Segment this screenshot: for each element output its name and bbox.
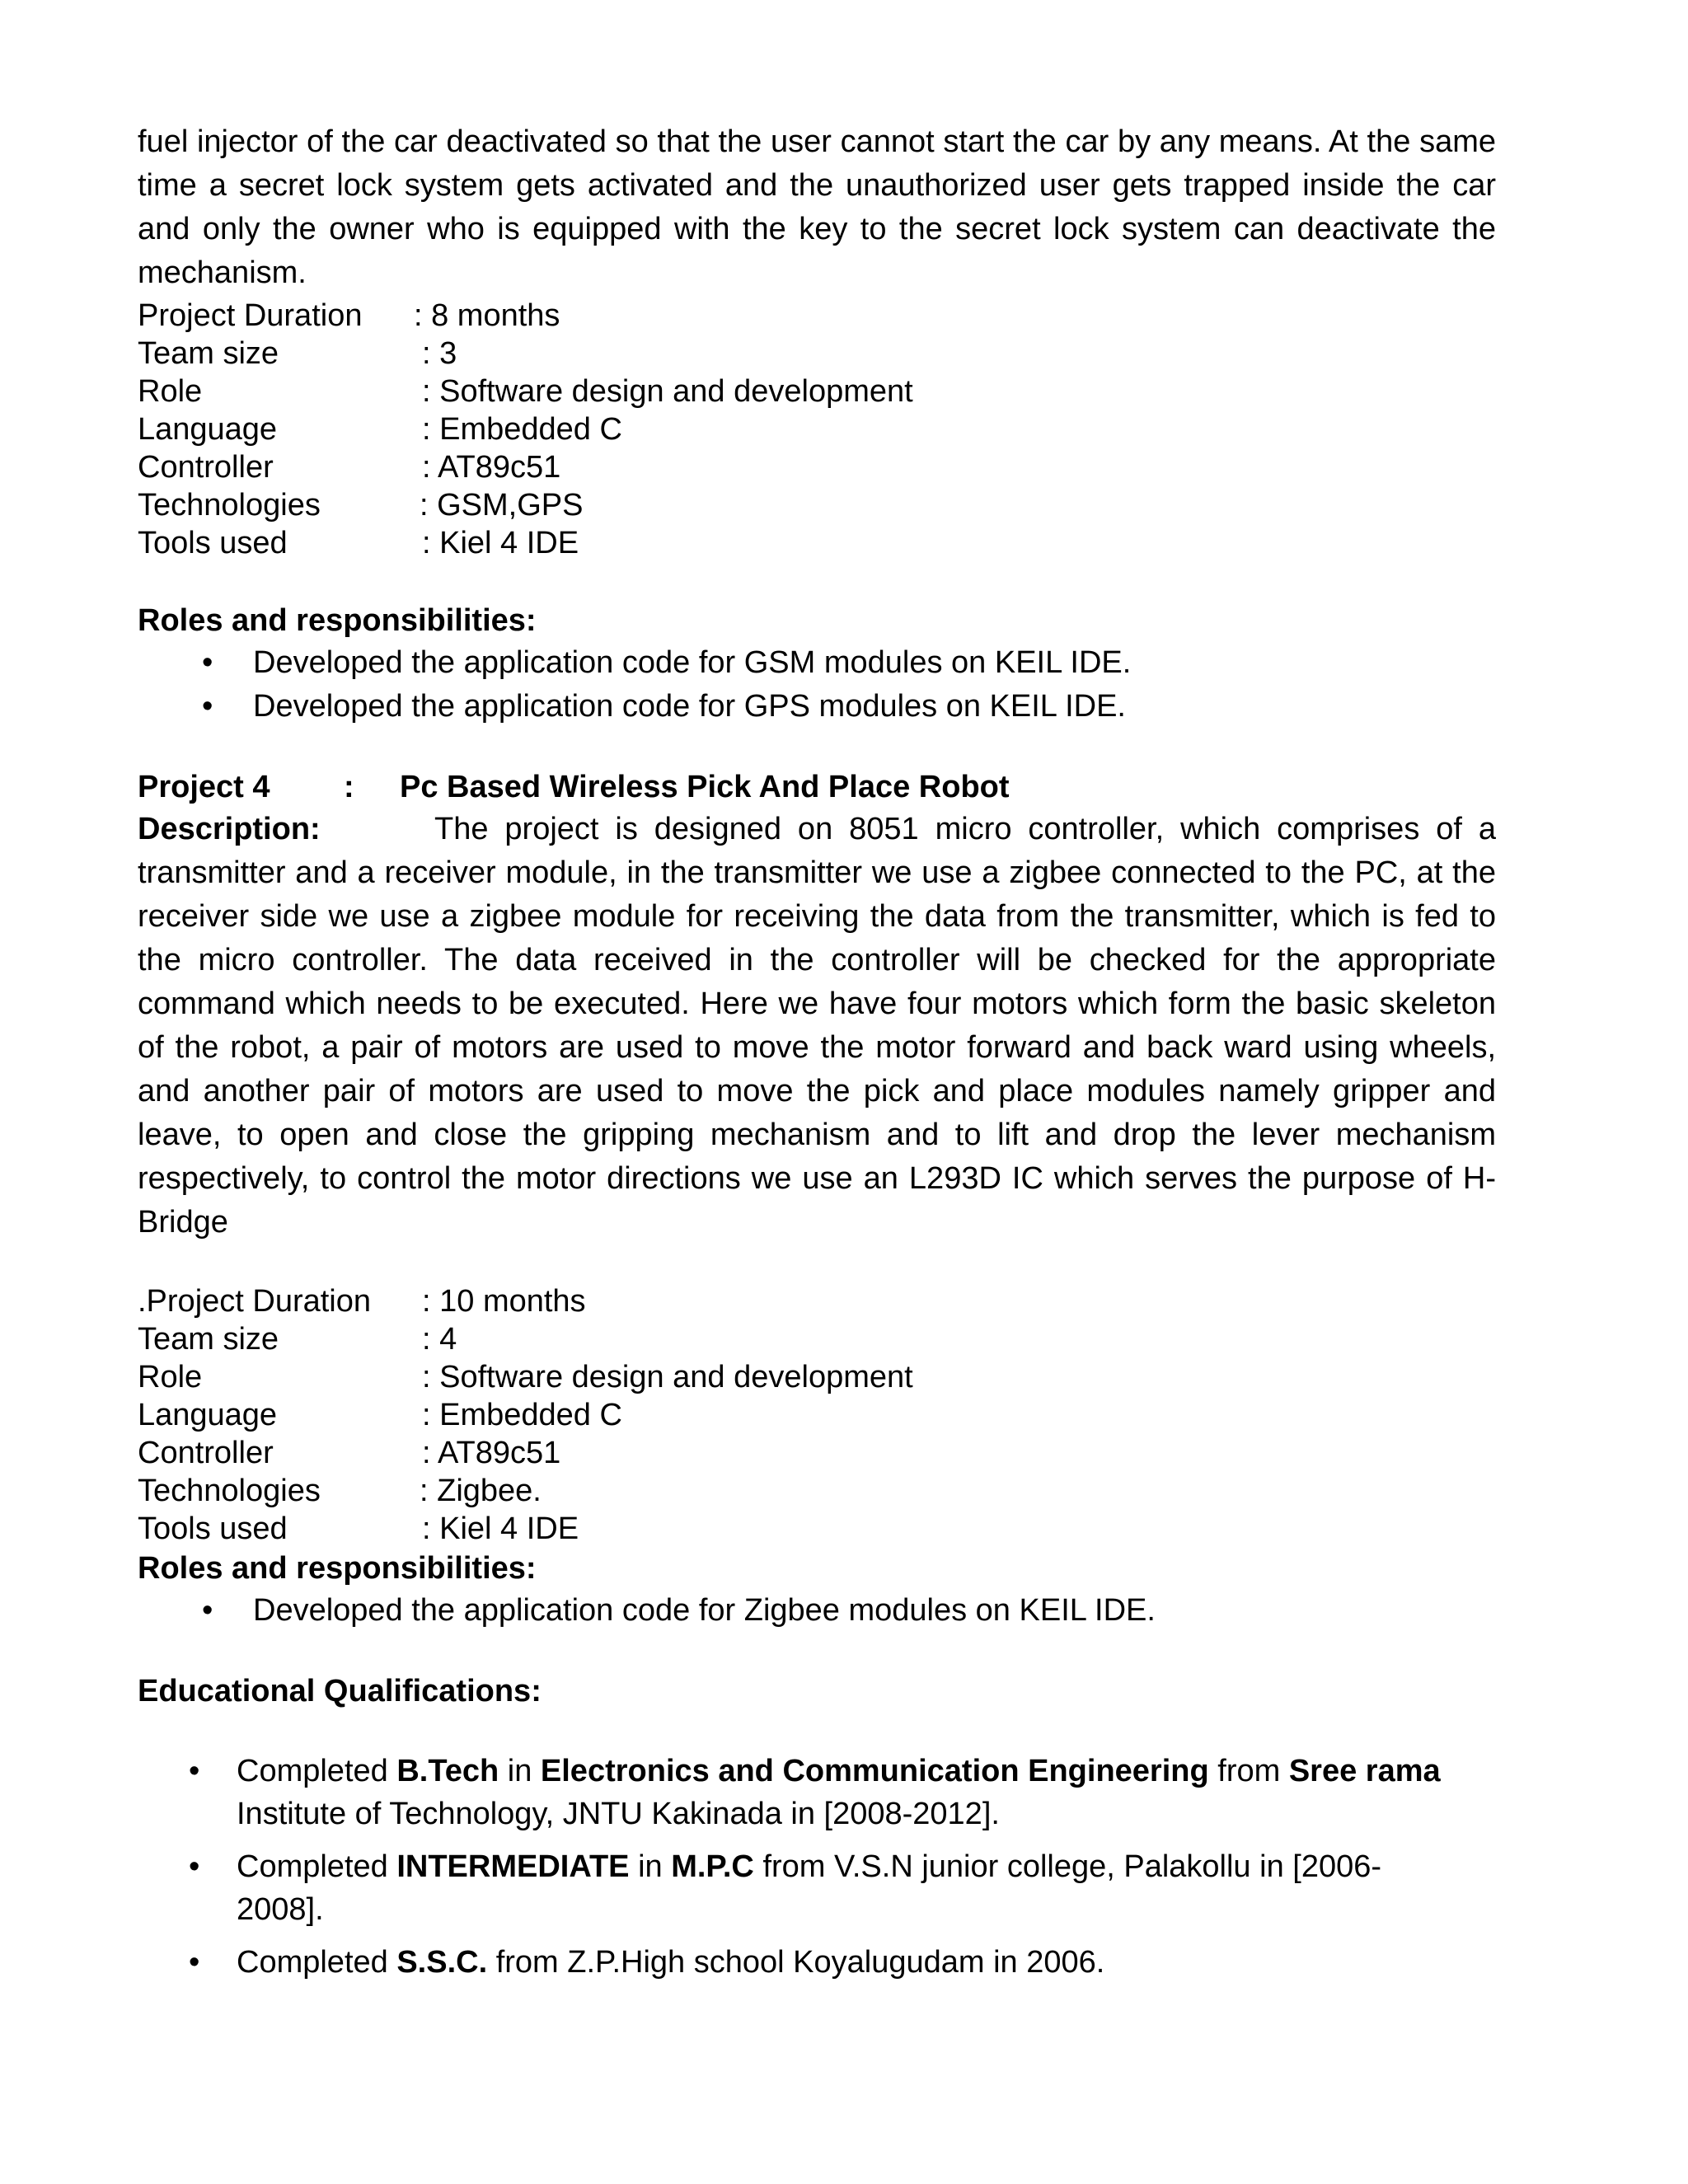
detail-value: : Embedded C <box>422 412 622 447</box>
bullet-icon: • <box>189 1754 200 1788</box>
detail-row <box>138 1510 1496 1548</box>
project-label: Project 4 <box>138 770 270 804</box>
role-text: Developed the application code for Zigbee modules on KEIL IDE. <box>253 1593 1156 1628</box>
edu-text: from Z.P.High school Koyalugudam in 2006. <box>487 1945 1105 1980</box>
detail-value: : 4 <box>422 1322 457 1357</box>
bullet-icon: • <box>202 1593 213 1628</box>
edu-branch: M.P.C <box>671 1849 754 1884</box>
edu-degree: S.S.C. <box>396 1945 488 1980</box>
detail-key: Technologies <box>138 1474 321 1508</box>
detail-key: Language <box>138 1398 278 1432</box>
detail-row <box>138 297 1496 335</box>
list-item <box>138 685 1496 729</box>
list-item <box>138 1845 1496 1931</box>
detail-row <box>138 335 1496 373</box>
detail-value: : Zigbee. <box>420 1474 542 1508</box>
roles-heading: Roles and responsibilities: <box>138 603 537 638</box>
detail-row <box>138 486 1496 524</box>
project3-roles-list <box>138 641 1496 729</box>
project-title: Pc Based Wireless Pick And Place Robot <box>400 770 1010 804</box>
detail-value: : 10 months <box>422 1284 586 1319</box>
edu-text: from V.S.N junior college, Palakollu in [2006-2008]. <box>237 1849 1382 1927</box>
edu-text: from <box>1208 1754 1289 1788</box>
detail-value: : Embedded C <box>422 1398 622 1432</box>
detail-row <box>138 1320 1496 1358</box>
list-item <box>138 1589 1496 1633</box>
detail-row <box>138 524 1496 562</box>
detail-row <box>138 1396 1496 1434</box>
bullet-icon: • <box>189 1945 200 1980</box>
detail-key: Role <box>138 1360 203 1394</box>
detail-key: Tools used <box>138 1511 288 1546</box>
education-list <box>138 1750 1496 1984</box>
bullet-icon: • <box>189 1849 200 1884</box>
detail-key: Controller <box>138 450 274 485</box>
resume-page <box>138 120 1496 1994</box>
bullet-icon: • <box>202 645 213 680</box>
detail-value: : 3 <box>422 336 457 371</box>
project-colon: : <box>344 770 354 804</box>
detail-value: : Software design and development <box>422 374 913 409</box>
detail-key: Tools used <box>138 526 288 560</box>
detail-row <box>138 1472 1496 1510</box>
edu-text: Completed <box>237 1754 397 1788</box>
description-text: The project is designed on 8051 micro controller, which comprises of a transmitter and a receiver module, in the transmitter we use a zigbee connected to the PC, at the receiver side we use a zigbee module for receiving the data from the transmitter, which is fed to the micro controller. The data received in the controller will be checked for the appropriate command which needs to be executed. Here we have four motors which form the basic skeleton of the robot, a pair of motors are used to move the motor forward and back ward using wheels, and another pair of motors are used to move the pick and place modules namely gripper and leave, to open and close the gripping mechanism and to lift and drop the lever mechanism respectively, to control the motor directions we use an L293D IC which serves the purpose of H-Bridge <box>138 812 1496 1240</box>
project4-details <box>138 1282 1496 1548</box>
list-item <box>138 1750 1496 1835</box>
edu-degree: B.Tech <box>396 1754 499 1788</box>
detail-key: Language <box>138 412 278 447</box>
detail-key: Team size <box>138 336 279 371</box>
detail-key: Project Duration <box>138 298 363 333</box>
role-text: Developed the application code for GSM modules on KEIL IDE. <box>253 645 1132 680</box>
detail-key: Role <box>138 374 203 409</box>
detail-value: : AT89c51 <box>422 1436 561 1470</box>
detail-row <box>138 410 1496 448</box>
description-label: Description: <box>138 812 321 846</box>
detail-key: Technologies <box>138 488 321 523</box>
list-item <box>138 1941 1496 1984</box>
detail-key: .Project Duration <box>138 1284 372 1319</box>
edu-text: Completed <box>237 1945 397 1980</box>
intro-paragraph: fuel injector of the car deactivated so that the user cannot start the car by any means. At the same time a secret lock system gets activated and the unauthorized user gets trapped inside the car and only the owner who is equipped with the key to the secret lock system can deactivate the mechanism. <box>138 124 1496 290</box>
detail-value: : Kiel 4 IDE <box>422 526 579 560</box>
project3-details <box>138 297 1496 562</box>
detail-row <box>138 373 1496 410</box>
detail-key: Team size <box>138 1322 279 1357</box>
detail-row <box>138 1358 1496 1396</box>
role-text: Developed the application code for GPS modules on KEIL IDE. <box>253 689 1126 724</box>
list-item <box>138 641 1496 685</box>
edu-branch: Electronics and Communication Engineering <box>540 1754 1209 1788</box>
roles-heading: Roles and responsibilities: <box>138 1551 537 1586</box>
edu-text: Completed <box>237 1849 397 1884</box>
project4-title-line <box>138 766 1496 808</box>
edu-text: in <box>629 1849 672 1884</box>
edu-text: in <box>499 1754 541 1788</box>
detail-row <box>138 1434 1496 1472</box>
project4-roles-list <box>138 1589 1496 1633</box>
detail-row <box>138 1282 1496 1320</box>
detail-value: : Kiel 4 IDE <box>422 1511 579 1546</box>
detail-key: Controller <box>138 1436 274 1470</box>
detail-value: : Software design and development <box>422 1360 913 1394</box>
detail-value: : GSM,GPS <box>420 488 584 523</box>
detail-value: : AT89c51 <box>422 450 561 485</box>
bullet-icon: • <box>202 689 213 724</box>
education-heading: Educational Qualifications: <box>138 1674 542 1708</box>
detail-row <box>138 448 1496 486</box>
edu-degree: INTERMEDIATE <box>396 1849 630 1884</box>
edu-institute: Sree rama <box>1288 1754 1441 1788</box>
detail-value: : 8 months <box>414 298 560 333</box>
project4-description <box>138 808 1496 1244</box>
edu-text: Institute of Technology, JNTU Kakinada in [2008-2012]. <box>237 1797 1000 1831</box>
